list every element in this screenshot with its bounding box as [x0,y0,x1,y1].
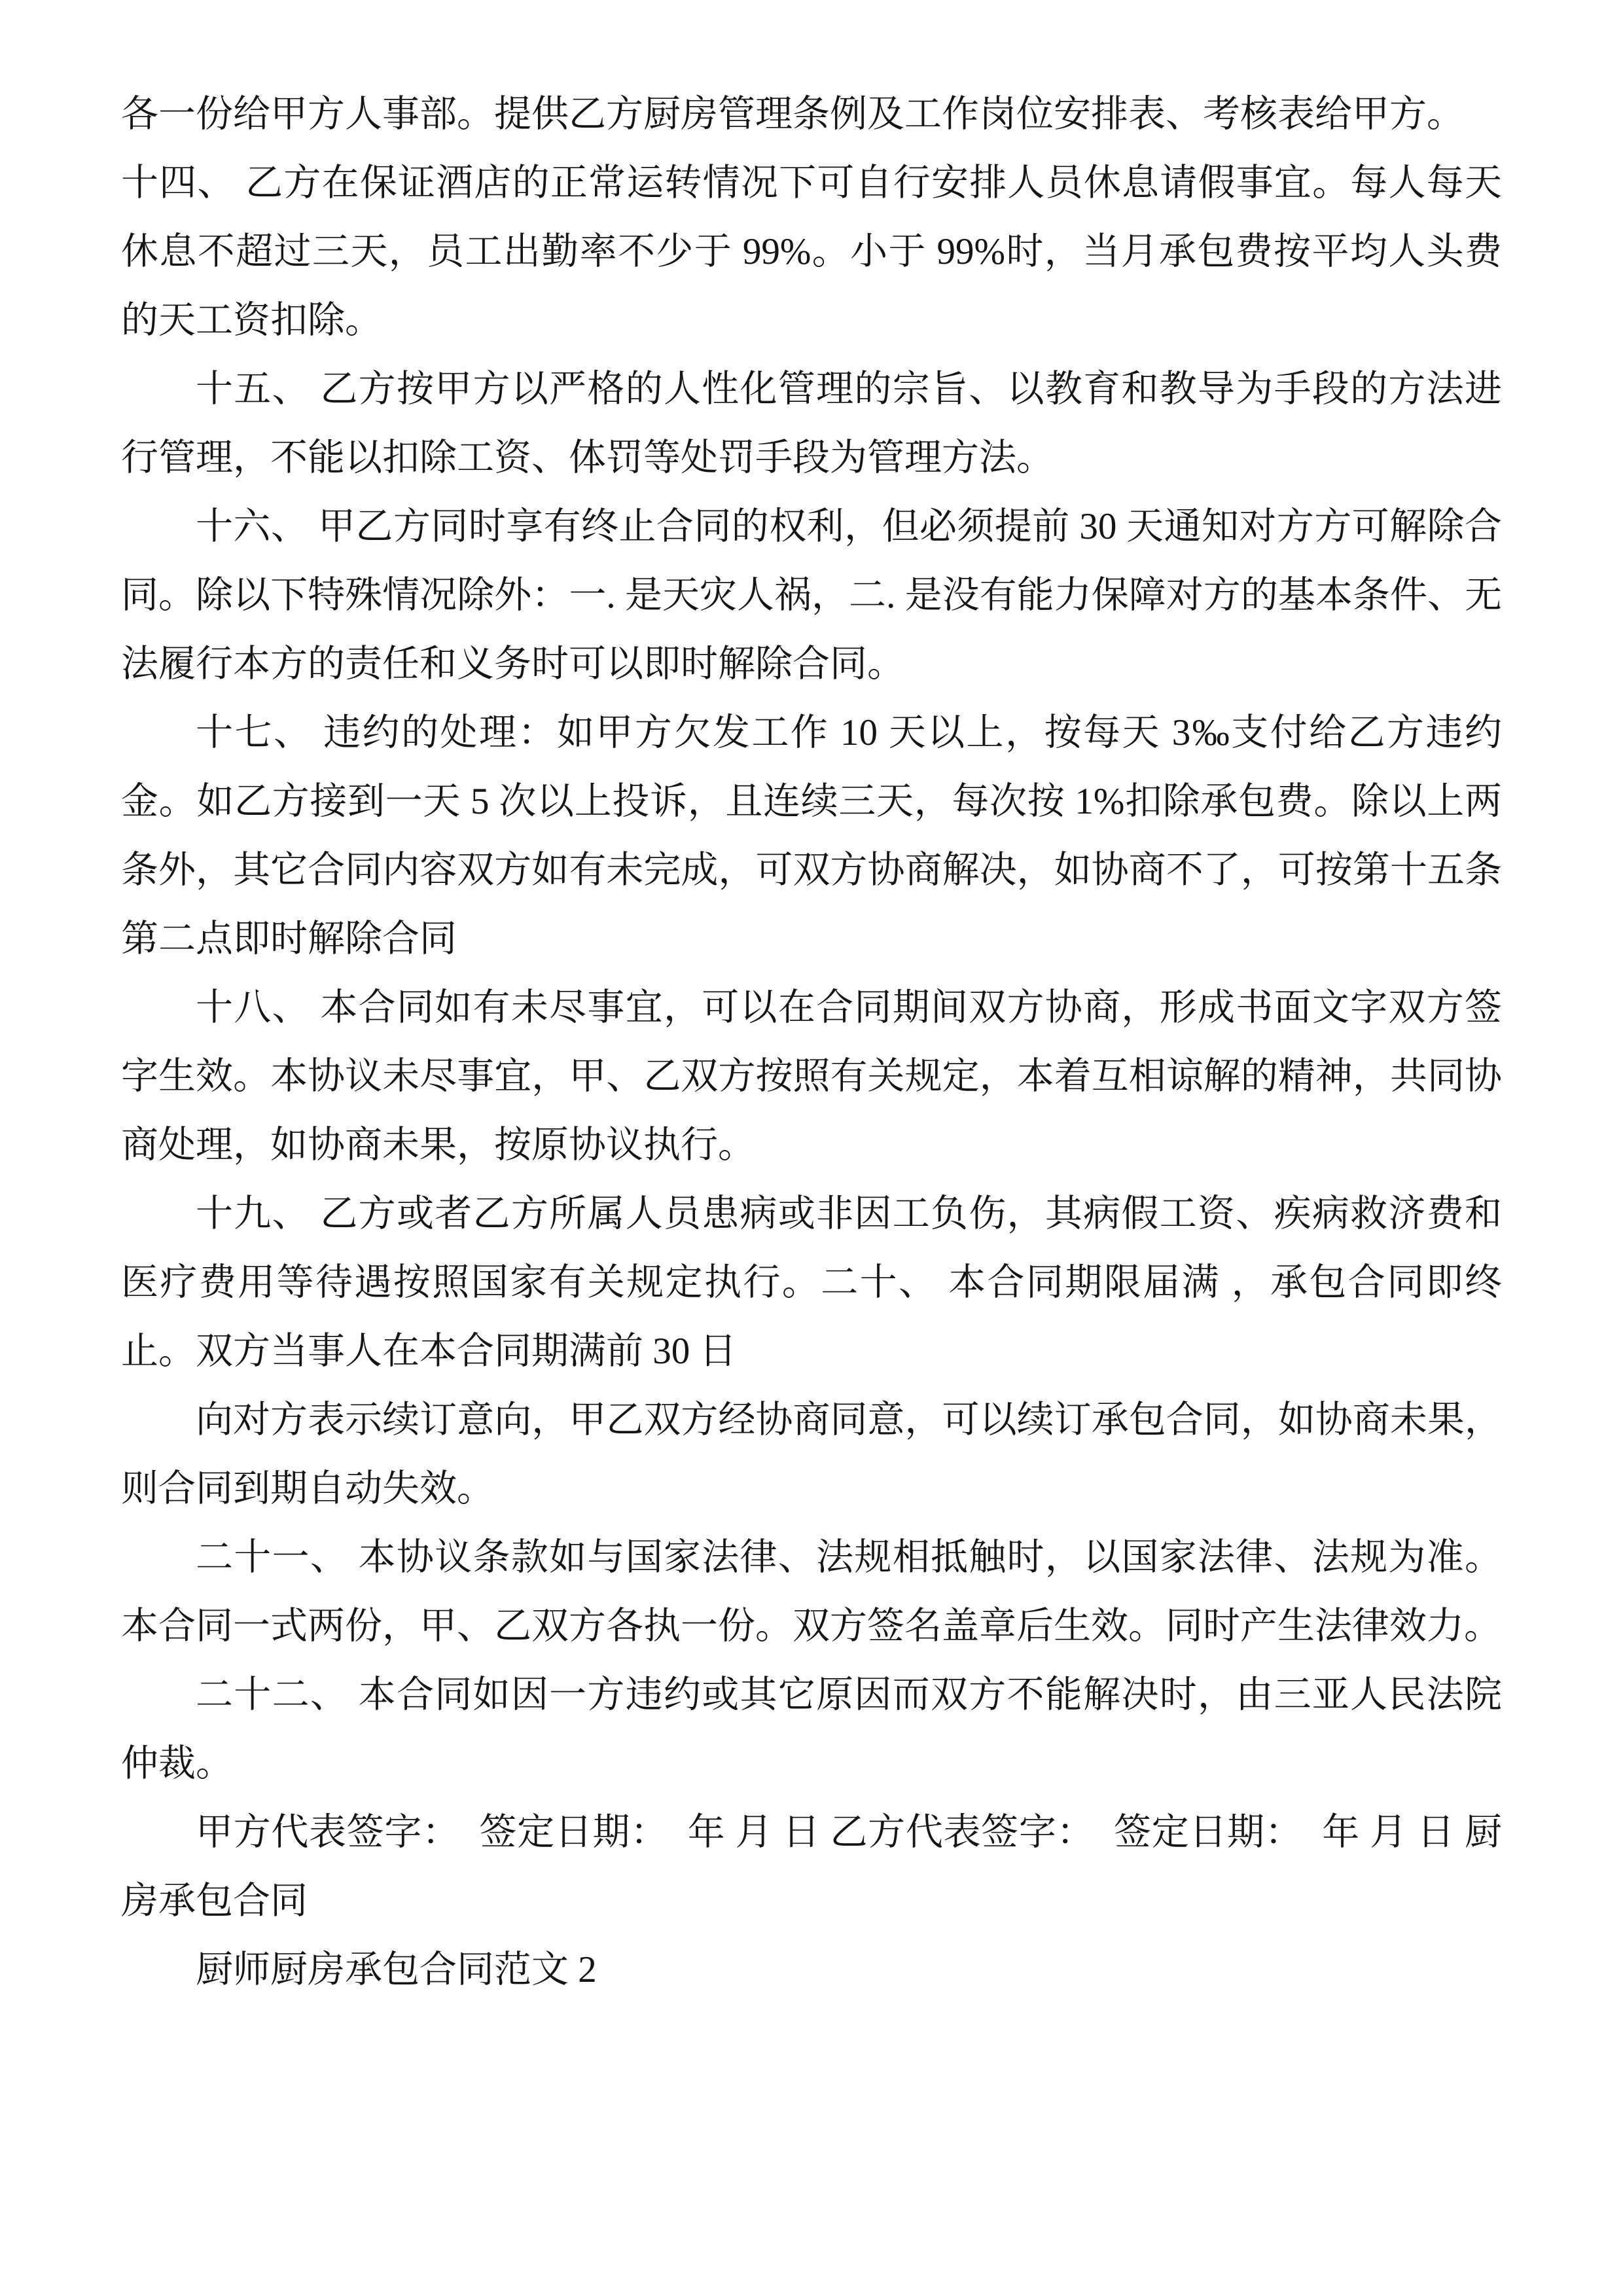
paragraph: 十五、 乙方按甲方以严格的人性化管理的宗旨、以教育和教导为手段的方法进行管理，不能以扣除工资、体罚等处罚手段为管理方法。 [121,368,1502,478]
paragraph: 甲方代表签字： 签定日期： 年 月 日 乙方代表签字： 签定日期： 年 月 日 厨房承包合同 [121,1812,1502,1922]
paragraph: 二十二、 本合同如因一方违约或其它原因而双方不能解决时，由三亚人民法院仲裁。 [121,1674,1502,1784]
contract-body [121,80,1502,2004]
paragraph: 向对方表示续订意向，甲乙双方经协商同意，可以续订承包合同，如协商未果，则合同到期自动失效。 [121,1399,1502,1509]
paragraph: 十七、 违约的处理：如甲方欠发工作 10 天以上，按每天 3‰支付给乙方违约金。如乙方接到一天 5 次以上投诉，且连续三天，每次按 1%扣除承包费。除以上两条外，其它合同内容双方如有未完成，可双方协商解决，如协商不了，可按第十五条第二点即时解除合同 [121,712,1502,960]
paragraph: 厨师厨房承包合同范文 2 [196,1949,597,1990]
paragraph: 十六、 甲乙方同时享有终止合同的权利，但必须提前 30 天通知对方方可解除合同。除以下特殊情况除外：一. 是天灾人祸，二. 是没有能力保障对方的基本条件、无法履行本方的责任和义务时可以即时解除合同。 [121,506,1502,685]
paragraph: 二十一、 本协议条款如与国家法律、法规相抵触时，以国家法律、法规为准。本合同一式两份，甲、乙双方各执一份。双方签名盖章后生效。同时产生法律效力。 [121,1537,1502,1647]
paragraph: 十九、 乙方或者乙方所属人员患病或非因工负伤，其病假工资、疾病救济费和医疗费用等待遇按照国家有关规定执行。二十、 本合同期限届满 ，承包合同即终止。双方当事人在本合同期满前 30 日 [121,1193,1502,1372]
paragraph: 各一份给甲方人事部。提供乙方厨房管理条例及工作岗位安排表、考核表给甲方。 [121,94,1464,135]
paragraph: 十八、 本合同如有未尽事宜，可以在合同期间双方协商，形成书面文字双方签字生效。本协议未尽事宜，甲、乙双方按照有关规定，本着互相谅解的精神，共同协商处理，如协商未果，按原协议执行。 [121,987,1502,1166]
paragraph: 十四、 乙方在保证酒店的正常运转情况下可自行安排人员休息请假事宜。每人每天休息不超过三天，员工出勤率不少于 99%。小于 99%时，当月承包费按平均人头费的天工资扣除。 [121,162,1502,341]
